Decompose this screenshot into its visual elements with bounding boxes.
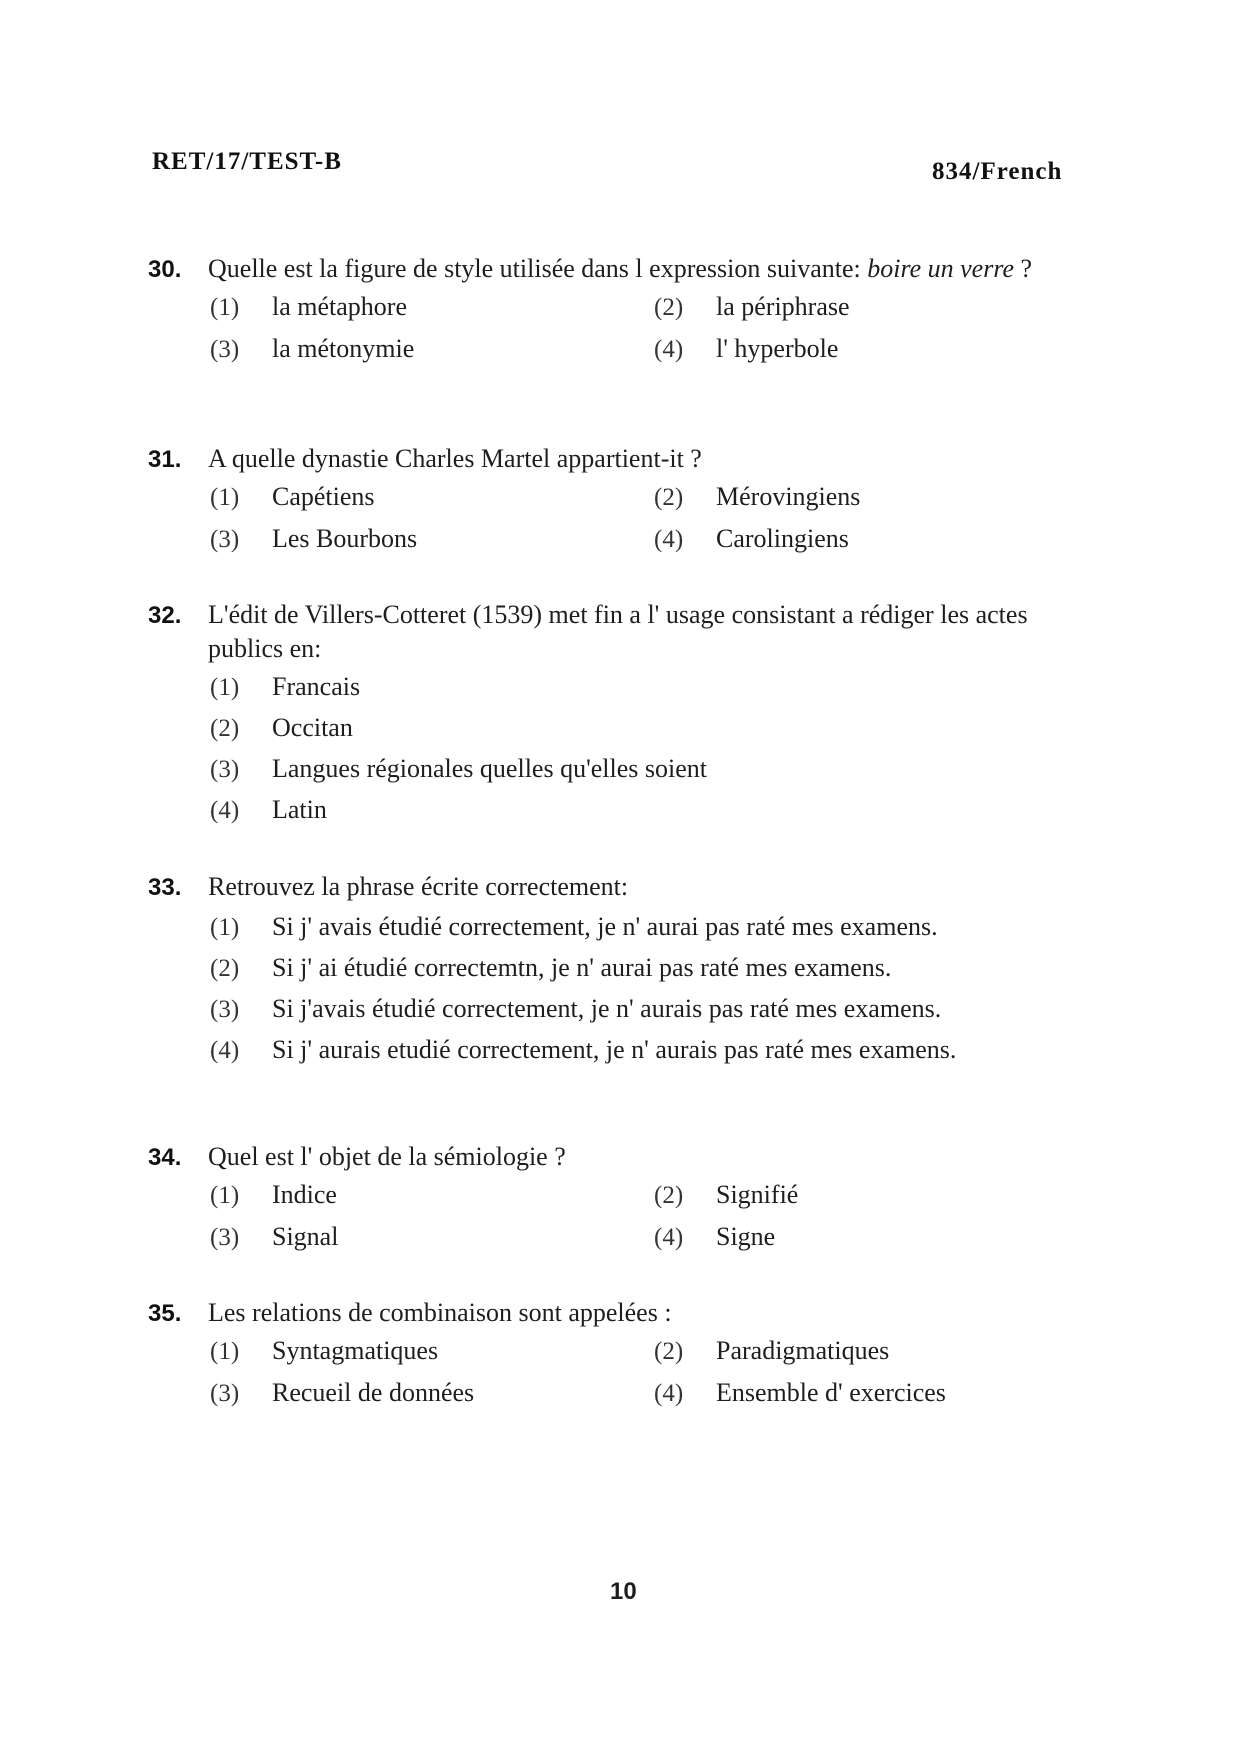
option-4: (4) Ensemble d' exercices [654,1378,946,1407]
exam-code: RET/17/TEST-B [152,148,342,175]
option-1: (1) Syntagmatiques [210,1336,439,1365]
option-3: (3) Si j'avais étudié correctement, je n' aurais pas raté mes examens. [210,994,942,1023]
page-number: 10 [610,1578,637,1605]
option-3: (3) Recueil de données [210,1378,475,1407]
question-number: 31. [148,446,182,473]
option-4: (4) Latin [210,795,327,824]
option-2: (2) la périphrase [654,292,850,321]
question-text: Quelle est la figure de style utilisée dans l expression suivante: boire un verre ? [208,254,1033,283]
question-number: 32. [148,602,182,629]
option-4: (4) Si j' aurais etudié correctement, je n' aurais pas raté mes examens. [210,1035,957,1064]
question-text: A quelle dynastie Charles Martel appartient-it ? [208,444,702,473]
option-2: (2) Paradigmatiques [654,1336,890,1365]
option-2: (2) Signifié [654,1180,799,1209]
option-3: (3) Signal [210,1222,339,1251]
question-number: 34. [148,1144,182,1171]
option-2: (2) Occitan [210,713,353,742]
question-31 [148,442,1098,566]
option-4: (4) Carolingiens [654,524,849,553]
question-text: Retrouvez la phrase écrite correctement: [208,872,629,901]
question-number: 33. [148,874,182,901]
question-34 [148,1140,1098,1264]
question-33 [148,870,1098,1109]
option-1: (1) Capétiens [210,482,375,511]
option-3: (3) Les Bourbons [210,524,418,553]
question-text: L'édit de Villers-Cotteret (1539) met fin a l' usage consistant a rédiger les actes publics en: [208,600,1028,663]
question-number: 35. [148,1300,182,1327]
question-30 [148,252,1098,376]
option-3: (3) Langues régionales quelles qu'elles soient [210,754,708,783]
option-1: (1) Francais [210,672,361,701]
option-3: (3) la métonymie [210,334,415,363]
option-2: (2) Si j' ai étudié correctemtn, je n' aurai pas raté mes examens. [210,953,892,982]
question-35 [148,1296,1098,1420]
question-number: 30. [148,256,182,283]
option-1: (1) Indice [210,1180,337,1209]
option-1: (1) Si j' avais étudié correctement, je n' aurai pas raté mes examens. [210,912,938,941]
subject-code: 834/French [932,158,1063,185]
option-4: (4) Signe [654,1222,776,1251]
question-text: Les relations de combinaison sont appelées : [208,1298,672,1327]
option-4: (4) l' hyperbole [654,334,839,363]
option-2: (2) Mérovingiens [654,482,861,511]
option-1: (1) la métaphore [210,292,407,321]
question-text: Quel est l' objet de la sémiologie ? [208,1142,566,1171]
question-32 [148,598,1098,836]
